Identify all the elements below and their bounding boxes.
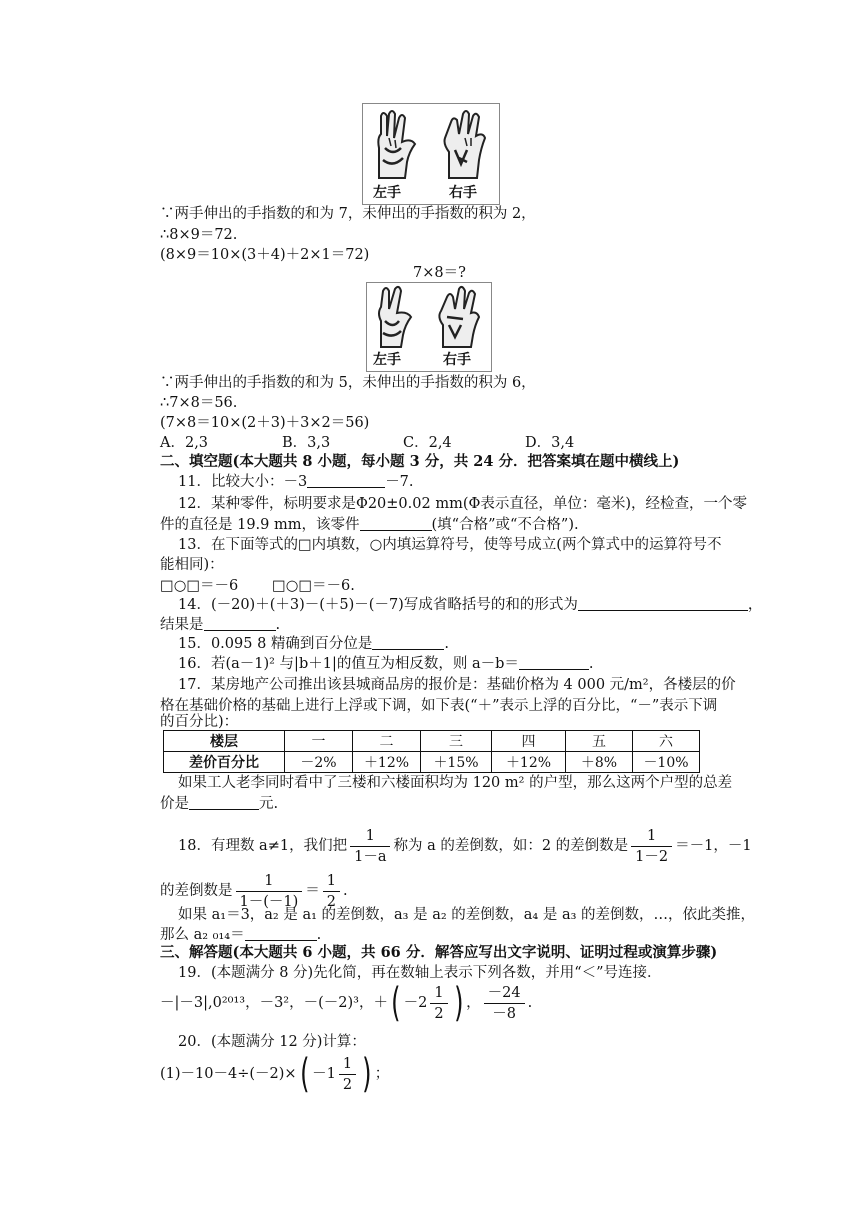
hands-figure-8x9 xyxy=(362,103,500,205)
table-row xyxy=(164,731,700,752)
table-header-percent: 差价百分比 xyxy=(164,752,285,773)
q16-text: 16．若(a－1)² 与|b＋1|的值互为相反数，则 a－b＝ xyxy=(178,656,519,672)
q18-line4 xyxy=(160,925,321,945)
fraction-denominator: 2 xyxy=(342,1076,353,1093)
q17-line3: 的百分比)： xyxy=(160,714,239,730)
fraction-numerator: 1 xyxy=(236,871,303,892)
q15-period: . xyxy=(444,636,450,652)
table-cell: 四 xyxy=(492,731,566,752)
q18-text-b: 称为 a 的差倒数，如：2 的差倒数是 xyxy=(393,838,629,854)
q11-text-b: －7. xyxy=(385,474,414,490)
q12-blank xyxy=(360,515,432,531)
q13-equation1: □○□＝－6 xyxy=(160,578,239,594)
floor-price-table xyxy=(163,730,700,773)
right-hand-caption: 右手 xyxy=(449,185,477,201)
q16-period: . xyxy=(588,656,594,672)
option-a: A．2,3 xyxy=(160,435,209,451)
fraction-numerator: 1 xyxy=(323,871,340,892)
q17-blank xyxy=(189,794,259,810)
table-cell: 一 xyxy=(285,731,353,752)
table-header-floor: 楼层 xyxy=(164,731,285,752)
fraction xyxy=(631,826,672,867)
q12-text-a: 件的直径是 19.9 mm，该零件 xyxy=(160,517,360,533)
fraction-denominator: 1－(－1) xyxy=(239,893,299,910)
q19-period: . xyxy=(527,995,533,1011)
left-hand-caption: 左手 xyxy=(373,352,401,368)
table-cell: 二 xyxy=(353,731,421,752)
fraction-denominator: 2 xyxy=(326,893,336,910)
q18-blank xyxy=(245,925,317,941)
option-d: D．3,4 xyxy=(525,435,575,451)
table-cell: ＋8% xyxy=(566,752,633,773)
q18-text-e: 那么 a₂ ₀₁₄＝ xyxy=(160,927,245,943)
table-cell: 三 xyxy=(421,731,492,752)
fraction-numerator: －24 xyxy=(484,983,525,1004)
table-cell: －2% xyxy=(285,752,353,773)
q11-text-a: 11．比较大小：－3 xyxy=(178,474,308,490)
q15-blank xyxy=(372,634,444,650)
question-15 xyxy=(178,634,449,654)
fraction-denominator: －8 xyxy=(492,1005,517,1022)
table-cell: 五 xyxy=(566,731,633,752)
fraction-numerator: 1 xyxy=(631,826,672,847)
q17-line1: 17．某房地产公司推出该县城商品房的报价是：基础价格为 4 000 元/m²，各楼层的价 xyxy=(178,677,736,693)
q17-line5 xyxy=(160,794,278,814)
q17-line2: 格在基础价格的基础上进行上浮或下调，如下表(“＋”表示上浮的百分比，“－”表示下调 xyxy=(160,698,718,714)
section-fill-in-heading: 二、填空题(本大题共 8 小题，每小题 3 分，共 24 分．把答案填在题中横线上) xyxy=(160,453,680,470)
q13-line2: 能相同)： xyxy=(160,557,224,573)
explain2-line3: (7×8＝10×(2＋3)＋3×2＝56) xyxy=(160,415,370,431)
fraction xyxy=(484,983,525,1024)
q20-line2 xyxy=(160,1052,389,1096)
table-cell: ＋12% xyxy=(492,752,566,773)
q18-period: . xyxy=(343,883,348,899)
question-11 xyxy=(178,472,414,492)
q18-period-2: . xyxy=(316,927,322,943)
q18-line1 xyxy=(178,824,752,868)
q19-number-list: －|－3|,0²⁰¹³，－3²，－(－2)³，＋ xyxy=(160,995,388,1011)
section-solve-heading: 三、解答题(本大题共 6 小题，共 66 分．解答应写出文字说明、证明过程或演算步骤) xyxy=(160,944,718,961)
q18-text-c: ＝－1，－1 xyxy=(675,838,752,854)
q13-equation2: □○□＝－6. xyxy=(272,578,355,594)
question-16 xyxy=(178,654,593,674)
left-paren: ( xyxy=(299,1051,310,1097)
q18-line3: 如果 a₁＝3，a₂ 是 a₁ 的差倒数，a₃ 是 a₂ 的差倒数，a₄ 是 a₃ 的差倒数，…，依此类推， xyxy=(178,907,756,923)
right-paren: ) xyxy=(362,1051,372,1097)
q15-text: 15．0.095 8 精确到百分位是 xyxy=(178,636,373,652)
q17-text-b: 元. xyxy=(259,796,279,812)
fraction-denominator: 2 xyxy=(434,1005,444,1022)
q14-text-b: 结果是 xyxy=(160,617,204,633)
q17-text-a: 价是 xyxy=(160,796,189,812)
q16-blank xyxy=(519,654,589,670)
hands-figure-7x8 xyxy=(366,282,492,372)
q18-text-d: 的差倒数是 xyxy=(160,883,233,899)
option-c: C．2,4 xyxy=(403,435,452,451)
question-expression: 7×8＝? xyxy=(413,265,466,281)
table-row xyxy=(164,752,700,773)
option-b: B．3,3 xyxy=(282,435,331,451)
left-hand-caption: 左手 xyxy=(373,185,401,201)
fraction-numerator: 1 xyxy=(430,983,447,1004)
q14-comma: ， xyxy=(747,597,763,613)
table-cell: ＋12% xyxy=(353,752,421,773)
table-cell: ＋15% xyxy=(421,752,492,773)
q12-line1: 12．某种零件，标明要求是Φ20±0.02 mm(Φ表示直径，单位：毫米)，经检查，一个零 xyxy=(178,496,748,512)
mixed-number xyxy=(312,1052,359,1096)
explain1-line3: (8×9＝10×(3＋4)＋2×1＝72) xyxy=(160,247,370,263)
q20-expression: (1)－10－4÷(－2)× xyxy=(160,1066,297,1082)
fraction-denominator: 1－2 xyxy=(635,848,669,865)
right-hand-icon xyxy=(433,285,485,349)
right-hand-caption: 右手 xyxy=(443,352,471,368)
q14-line2 xyxy=(160,615,280,635)
q14-blank-1 xyxy=(578,595,748,611)
left-paren: ( xyxy=(391,980,401,1026)
right-hand-icon xyxy=(437,108,493,180)
q11-blank xyxy=(307,472,385,488)
separator: ， xyxy=(466,995,481,1011)
q14-blank-2 xyxy=(204,615,276,631)
q14-text: 14．(－20)＋(＋3)－(＋5)－(－7)写成省略括号的和的形式为 xyxy=(178,597,578,613)
q12-text-b: (填“合格”或“不合格”). xyxy=(431,517,579,533)
explain1-line2: ∴8×9＝72. xyxy=(160,227,238,243)
q14-line1 xyxy=(178,595,762,615)
explain2-line2: ∴7×8＝56. xyxy=(160,395,238,411)
fraction xyxy=(430,983,447,1024)
right-paren: ) xyxy=(453,980,464,1026)
mixed-number xyxy=(404,981,451,1025)
explain1-line1: ∵两手伸出的手指数的和为 7，未伸出的手指数的积为 2， xyxy=(160,206,536,222)
q20-line1: 20．(本题满分 12 分)计算： xyxy=(178,1034,366,1050)
equals-sign: ＝ xyxy=(305,883,320,899)
fraction-numerator: 1 xyxy=(339,1054,356,1075)
q14-period: . xyxy=(275,617,281,633)
table-cell: 六 xyxy=(633,731,700,752)
q18-text-a: 18．有理数 a≠1，我们把 xyxy=(178,838,348,854)
q20-semicolon: ； xyxy=(374,1066,390,1082)
q19-line1: 19．(本题满分 8 分)先化简，再在数轴上表示下列各数，并用“＜”号连接． xyxy=(178,965,662,981)
q12-line2 xyxy=(160,515,579,535)
mixed-whole: －2 xyxy=(403,995,428,1011)
mixed-whole: －1 xyxy=(312,1066,336,1082)
q19-line2 xyxy=(160,981,532,1025)
q17-line4: 如果工人老李同时看中了三楼和六楼面积均为 120 m² 的户型，那么这两个户型的总差 xyxy=(178,775,733,791)
fraction xyxy=(339,1054,356,1095)
left-hand-icon xyxy=(369,108,425,180)
table-cell: －10% xyxy=(633,752,700,773)
left-hand-icon xyxy=(371,285,423,349)
fraction-numerator: 1 xyxy=(350,826,390,847)
fraction xyxy=(350,826,390,867)
q13-line1: 13．在下面等式的□内填数，○内填运算符号，使等号成立(两个算式中的运算符号不 xyxy=(178,537,722,553)
explain2-line1: ∵两手伸出的手指数的和为 5，未伸出的手指数的积为 6， xyxy=(160,375,536,391)
fraction-denominator: 1－a xyxy=(354,848,387,865)
